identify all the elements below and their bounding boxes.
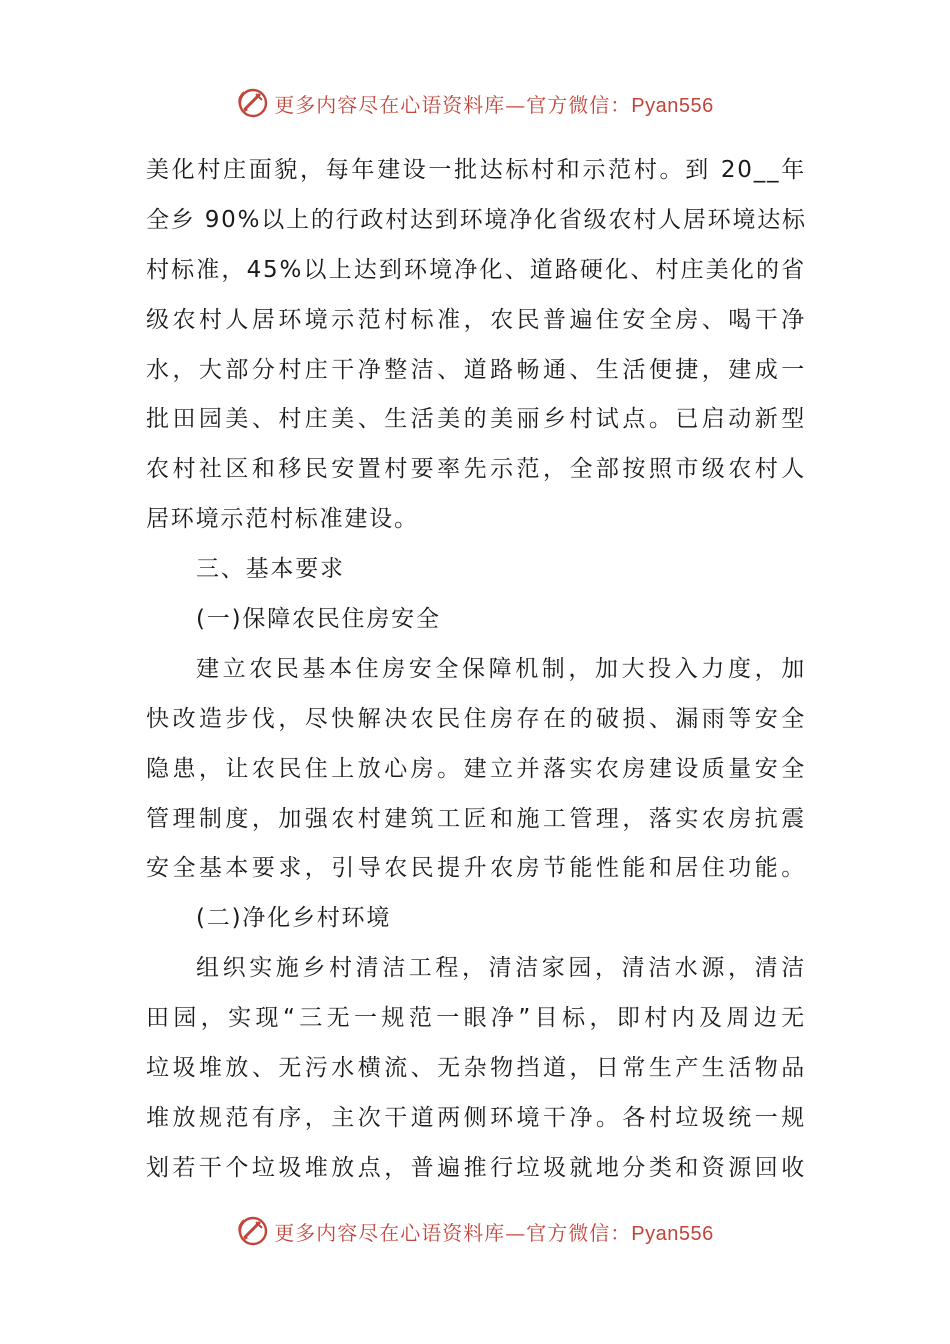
text-line: 管理制度，加强农村建筑工匠和施工管理，落实农房抗震 <box>146 805 806 832</box>
text-line: 全乡 90%以上的行政村达到环境净化省级农村人居环境达标 <box>146 206 807 233</box>
text-line: 组织实施乡村清洁工程，清洁家园，清洁水源，清洁 <box>196 955 806 982</box>
text-line: 田园，实现“三无一规范一眼净”目标，即村内及周边无 <box>146 1005 806 1032</box>
text-line: 划若干个垃圾堆放点，普遍推行垃圾就地分类和资源回收 <box>146 1154 806 1181</box>
text-line: 村标准，45%以上达到环境净化、道路硬化、村庄美化的省 <box>146 256 806 283</box>
footer-banner-wechat-id: Pyan556 <box>631 1222 714 1245</box>
pen-heart-logo-icon <box>236 1214 270 1248</box>
text-line: 级农村人居环境示范村标准，农民普遍住安全房、喝干净 <box>146 306 806 333</box>
text-line: 批田园美、村庄美、生活美的美丽乡村试点。已启动新型 <box>146 406 806 433</box>
text-line: 垃圾堆放、无污水横流、无杂物挡道，日常生产生活物品 <box>146 1055 806 1082</box>
subsection-heading: (一)保障农民住房安全 <box>196 606 441 633</box>
subsection-heading: (二)净化乡村环境 <box>196 905 392 932</box>
text-line: 堆放规范有序，主次干道两侧环境干净。各村垃圾统一规 <box>146 1104 806 1131</box>
text-line: 建立农民基本住房安全保障机制，加大投入力度，加 <box>196 655 806 682</box>
body-text <box>146 146 806 1194</box>
section-heading: 三、基本要求 <box>196 556 345 583</box>
text-line: 水，大部分村庄干净整洁、道路畅通、生活便捷，建成一 <box>146 356 806 383</box>
text-line: 美化村庄面貌，每年建设一批达标村和示范村。到 20__年 <box>146 157 806 183</box>
header-banner-wechat-id: Pyan556 <box>631 94 714 117</box>
footer-banner <box>0 1211 950 1251</box>
text-line: 农村社区和移民安置村要率先示范，全部按照市级农村人 <box>146 456 806 483</box>
text-line: 安全基本要求，引导农民提升农房节能性能和居住功能。 <box>146 855 806 882</box>
pen-heart-logo-icon <box>236 86 270 120</box>
header-banner-text: 更多内容尽在心语资料库—官方微信： <box>274 92 632 117</box>
footer-banner-text: 更多内容尽在心语资料库—官方微信： <box>274 1220 632 1245</box>
text-line: 隐患，让农民住上放心房。建立并落实农房建设质量安全 <box>146 755 806 782</box>
text-line: 快改造步伐，尽快解决农民住房存在的破损、漏雨等安全 <box>146 705 806 732</box>
header-banner <box>0 83 950 123</box>
text-line: 居环境示范村标准建设。 <box>146 506 419 533</box>
